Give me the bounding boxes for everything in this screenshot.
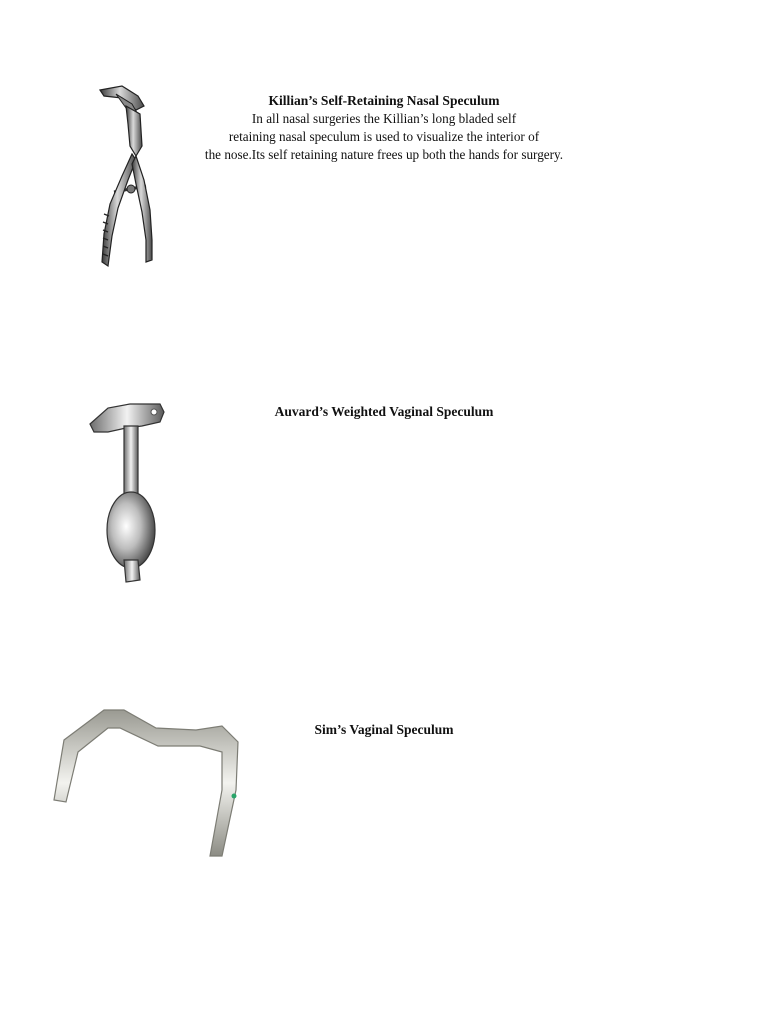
- sims-speculum-image: [46, 680, 252, 898]
- description-line: retaining nasal speculum is used to visualize the interior of: [228, 129, 540, 144]
- auvard-speculum-title: Auvard’s Weighted Vaginal Speculum: [274, 404, 494, 419]
- description-line: the nose.Its self retaining nature frees up both the hands for surgery.: [204, 147, 564, 162]
- sims-speculum-title: Sim’s Vaginal Speculum: [314, 722, 454, 737]
- killian-speculum-title: Killian’s Self-Retaining Nasal Speculum: [268, 93, 500, 108]
- killian-speculum-description: [180, 110, 588, 164]
- description-line: In all nasal surgeries the Killian’s long bladed self: [251, 111, 517, 126]
- auvard-speculum-image: [86, 400, 168, 590]
- killian-speculum-image: [92, 84, 164, 270]
